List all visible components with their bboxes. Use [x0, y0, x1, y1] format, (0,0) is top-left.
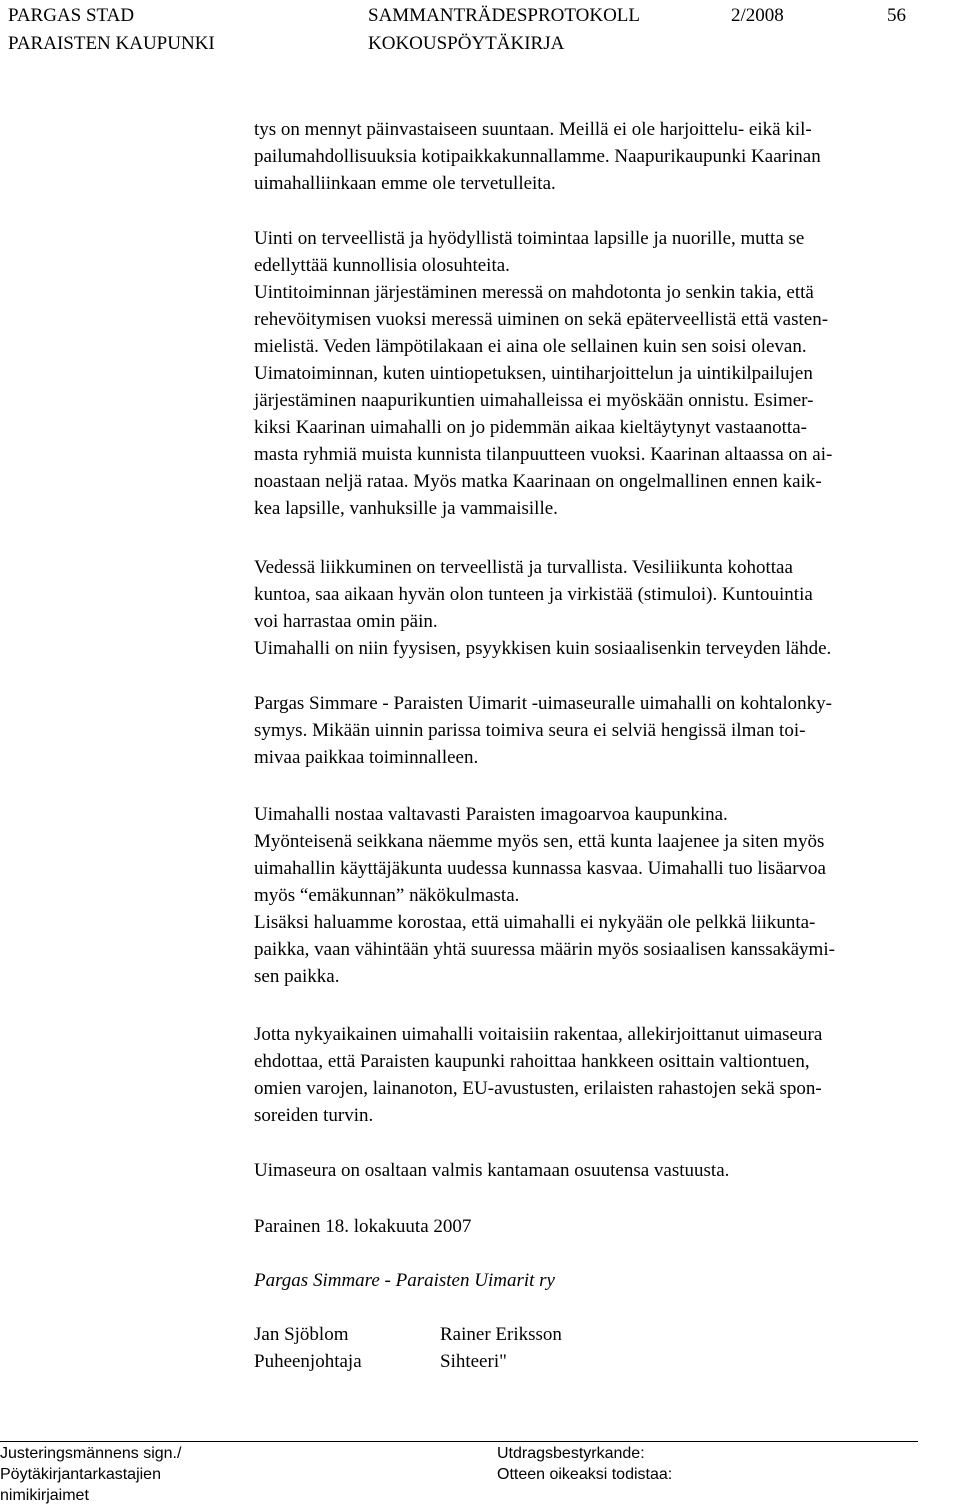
footer-left-line-2: Pöytäkirjantarkastajien: [0, 1466, 161, 1483]
body-line: uimahallin käyttäjäkunta uudessa kunnassa kasvaa. Uimahalli tuo lisäarvoa: [254, 858, 826, 879]
body-line: Uimahalli nostaa valtavasti Paraisten imagoarvoa kaupunkina.: [254, 804, 728, 825]
body-line: Jotta nykyaikainen uimahalli voitaisiin rakentaa, allekirjoittanut uimaseura: [254, 1024, 823, 1045]
body-line: myös “emäkunnan” näkökulmasta.: [254, 885, 520, 906]
org-name-swedish: PARGAS STAD: [8, 5, 135, 26]
footer-right-line-2: Otteen oikeaksi todistaa:: [497, 1466, 673, 1483]
footer-left-line-3: nimikirjaimet: [0, 1487, 89, 1504]
footer-right-line-1: Utdragsbestyrkande:: [497, 1445, 645, 1462]
body-line: Pargas Simmare - Paraisten Uimarit -uimaseuralle uimahalli on kohtalonky-: [254, 693, 832, 714]
doc-type-finnish: KOKOUSPÖYTÄKIRJA: [368, 33, 565, 54]
org-name-finnish: PARAISTEN KAUPUNKI: [8, 33, 215, 54]
body-line: järjestäminen naapurikuntien uimahalleissa ei myöskään onnistu. Esimer-: [254, 390, 814, 411]
body-line: uimahalliinkaan emme ole tervetulleita.: [254, 173, 556, 194]
body-line: Uimahalli on niin fyysisen, psyykkisen kuin sosiaalisenkin terveyden lähde.: [254, 638, 832, 659]
header-organization: [8, 2, 215, 58]
body-line: voi harrastaa omin päin.: [254, 611, 438, 632]
body-line: Uintitoiminnan järjestäminen meressä on mahdotonta jo senkin takia, että: [254, 282, 814, 303]
header-document-type: [368, 2, 640, 58]
signatory-1: [254, 1321, 362, 1375]
body-line: Uinti on terveellistä ja hyödyllistä toimintaa lapsille ja nuorille, mutta se: [254, 228, 805, 249]
body-line: noastaan neljä rataa. Myös matka Kaarinaan on ongelmallinen ennen kaik-: [254, 471, 822, 492]
footer-left: [0, 1443, 181, 1506]
footer-divider: [0, 1441, 918, 1442]
body-line: Uimatoiminnan, kuten uintiopetuksen, uintiharjoittelun ja uintikilpailujen: [254, 363, 813, 384]
body-line: Uimaseura on osaltaan valmis kantamaan osuutensa vastuusta.: [254, 1160, 730, 1181]
page-number: 56: [887, 5, 906, 26]
meeting-number: 2/2008: [731, 5, 784, 26]
body-line: sen paikka.: [254, 966, 340, 987]
signatory-2-title: Sihteeri": [440, 1351, 507, 1372]
signatory-2-name: Rainer Eriksson: [440, 1324, 562, 1345]
place-date: Parainen 18. lokakuuta 2007: [254, 1216, 472, 1237]
doc-type-swedish: SAMMANTRÄDESPROTOKOLL: [368, 5, 641, 26]
club-name: Pargas Simmare - Paraisten Uimarit ry: [254, 1270, 555, 1291]
body-line: ehdottaa, että Paraisten kaupunki rahoittaa hankkeen osittain valtiontuen,: [254, 1051, 810, 1072]
body-line: edellyttää kunnollisia olosuhteita.: [254, 255, 510, 276]
body-line: symys. Mikään uinnin parissa toimiva seura ei selviä hengissä ilman toi-: [254, 720, 806, 741]
body-line: kea lapsille, vanhuksille ja vammaisille.: [254, 498, 558, 519]
body-line: kuntoa, saa aikaan hyvän olon tunteen ja virkistää (stimuloi). Kuntouintia: [254, 584, 813, 605]
body-line: pailumahdollisuuksia kotipaikkakunnallamme. Naapurikaupunki Kaarinan: [254, 146, 821, 167]
signatory-1-title: Puheenjohtaja: [254, 1351, 362, 1372]
signatory-1-name: Jan Sjöblom: [254, 1324, 349, 1345]
body-line: Vedessä liikkuminen on terveellistä ja turvallista. Vesiliikunta kohottaa: [254, 557, 793, 578]
body-line: Myönteisenä seikkana näemme myös sen, että kunta laajenee ja siten myös: [254, 831, 825, 852]
body-line: mielistä. Veden lämpötilakaan ei aina ole sellainen kuin sen soisi olevan.: [254, 336, 807, 357]
body-line: omien varojen, lainanoton, EU-avustusten, erilaisten rahastojen sekä spon-: [254, 1078, 822, 1099]
body-line: tys on mennyt päinvastaiseen suuntaan. Meillä ei ole harjoittelu- eikä kil-: [254, 119, 812, 140]
body-line: Lisäksi haluamme korostaa, että uimahalli ei nykyään ole pelkkä liikunta-: [254, 912, 816, 933]
body-line: mivaa paikkaa toiminnalleen.: [254, 747, 479, 768]
footer-left-line-1: Justeringsmännens sign./: [0, 1445, 182, 1462]
footer-right: [497, 1443, 672, 1485]
body-line: kiksi Kaarinan uimahalli on jo pidemmän aikaa kieltäytynyt vastaanotta-: [254, 417, 807, 438]
signatory-2: [440, 1321, 562, 1375]
body-line: paikka, vaan vähintään yhtä suuressa määrin myös sosiaalisen kanssakäymi-: [254, 939, 835, 960]
body-line: masta ryhmiä muista kunnista tilanpuutteen vuoksi. Kaarinan altaassa on ai-: [254, 444, 833, 465]
body-line: soreiden turvin.: [254, 1105, 374, 1126]
body-line: rehevöitymisen vuoksi meressä uiminen on sekä epäterveellistä että vasten-: [254, 309, 829, 330]
